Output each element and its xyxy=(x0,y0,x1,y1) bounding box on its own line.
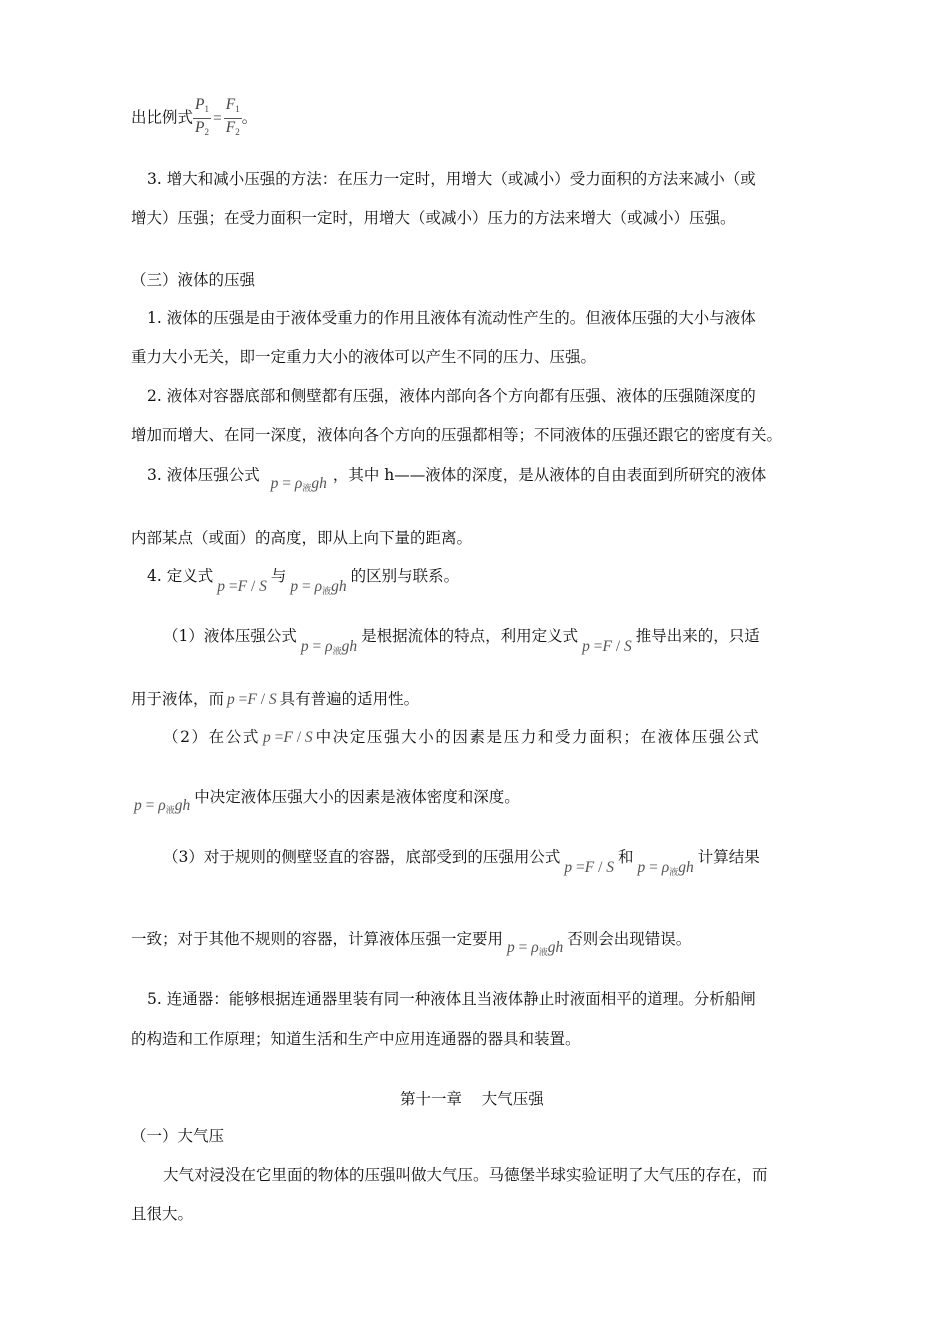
para5-line1: 5. 连通器：能够根据连通器里装有同一种液体且当液体静止时液面相平的道理。分析船闸 xyxy=(147,990,756,1008)
text: 用于液体，而 xyxy=(131,690,225,708)
formula-liquid: $p = \rho_液gh$ xyxy=(300,638,358,656)
chapter-title: 第十一章 大气压强 xyxy=(400,1090,544,1108)
text: （1）液体压强公式 xyxy=(163,627,297,645)
formula-definition: p =F / S xyxy=(217,578,267,595)
text: 一致；对于其他不规则的容器，计算液体压强一定要用 xyxy=(131,930,504,948)
section3-line1: 3. 增大和减小压强的方法：在压力一定时，用增大（或减小）受力面积的方法来减小（或 xyxy=(147,170,756,188)
para1-line1: 1. 液体的压强是由于液体受重力的作用且液体有流动性产生的。但液体压强的大小与液体 xyxy=(147,309,756,327)
formula-liquid: $p = \rho_液gh$ xyxy=(270,475,327,493)
heading-liquid-pressure: （三）液体的压强 xyxy=(131,271,256,289)
formula-liquid: $p = \rho_液gh$ xyxy=(134,797,191,815)
ratio-line xyxy=(131,96,257,141)
text: 3. 液体压强公式 xyxy=(147,466,260,484)
atmos-para-line1: 大气对浸没在它里面的物体的压强叫做大气压。马德堡半球实验证明了大气压的存在，而 xyxy=(163,1166,768,1184)
item2-line1 xyxy=(163,726,760,749)
para2-line2: 增加而增大、在同一深度，液体向各个方向的压强都相等；不同液体的压强还跟它的密度有关。 xyxy=(131,426,783,444)
p-letter: P xyxy=(195,119,205,136)
item1-line1 xyxy=(163,625,760,656)
text: 中决定液体压强大小的因素是液体密度和深度。 xyxy=(194,788,520,806)
sub-2: 2 xyxy=(204,127,209,137)
text: ，其中 h——液体的深度，是从液体的自由表面到所研究的液体 xyxy=(332,466,767,484)
formula-liquid: $p = \rho_液gh$ xyxy=(507,939,564,957)
text: 与 xyxy=(270,567,287,585)
fraction-f xyxy=(224,96,242,141)
sub-2: 2 xyxy=(235,127,240,137)
text: 4. 定义式 xyxy=(147,567,214,585)
text: 计算结果 xyxy=(697,848,760,866)
formula-definition: p =F / S xyxy=(262,729,313,746)
text: （3）对于规则的侧壁竖直的容器，底部受到的压强用公式 xyxy=(163,848,561,866)
text: 否则会出现错误。 xyxy=(567,930,692,948)
text: 的区别与联系。 xyxy=(350,567,460,585)
sub-1: 1 xyxy=(235,104,240,114)
text: 具有普遍的适用性。 xyxy=(279,690,420,708)
para5-line2: 的构造和工作原理；知道生活和生产中应用连通器的器具和装置。 xyxy=(131,1030,581,1048)
para4-line xyxy=(147,565,460,596)
formula-definition: p =F / S xyxy=(564,859,615,876)
para2-line1: 2. 液体对容器底部和侧壁都有压强，液体内部向各个方向都有压强、液体的压强随深度的 xyxy=(147,387,756,405)
item3-line2 xyxy=(131,928,691,955)
para1-line2: 重力大小无关，即一定重力大小的液体可以产生不同的压力、压强。 xyxy=(131,348,597,366)
fraction-p xyxy=(193,96,211,141)
heading-atmospheric-pressure: （一）大气压 xyxy=(131,1127,225,1145)
text: 和 xyxy=(618,848,634,866)
f-letter: F xyxy=(225,119,236,136)
item1-line2 xyxy=(131,688,419,711)
period: 。 xyxy=(241,108,258,127)
text: 推导出来的，只适 xyxy=(635,627,760,645)
formula-definition: p =F / S xyxy=(227,691,277,708)
atmos-para-line2: 且很大。 xyxy=(131,1205,194,1223)
text: （2）在公式 xyxy=(163,728,260,746)
item2-line2 xyxy=(134,786,520,813)
text: 中决定压强大小的因素是压力和受力面积；在液体压强公式 xyxy=(315,728,761,746)
text: 是根据流体的特点，利用定义式 xyxy=(361,627,579,645)
item3-line1 xyxy=(163,846,760,877)
section3-line2: 增大）压强；在受力面积一定时，用增大（或减小）压力的方法来增大（或减小）压强。 xyxy=(131,209,736,227)
p-letter: P xyxy=(195,96,205,113)
equals: = xyxy=(212,109,222,127)
formula-liquid: $p = \rho_液gh$ xyxy=(637,859,694,877)
para3-line2: 内部某点（或面）的高度，即从上向下量的距离。 xyxy=(131,529,473,547)
sub-1: 1 xyxy=(204,104,209,114)
formula-liquid: $p = \rho_液gh$ xyxy=(290,578,347,596)
formula-definition: p =F / S xyxy=(582,638,632,655)
f-letter: F xyxy=(225,96,236,113)
ratio-text: 出比例式 xyxy=(131,108,194,127)
para3-line1 xyxy=(147,464,766,491)
